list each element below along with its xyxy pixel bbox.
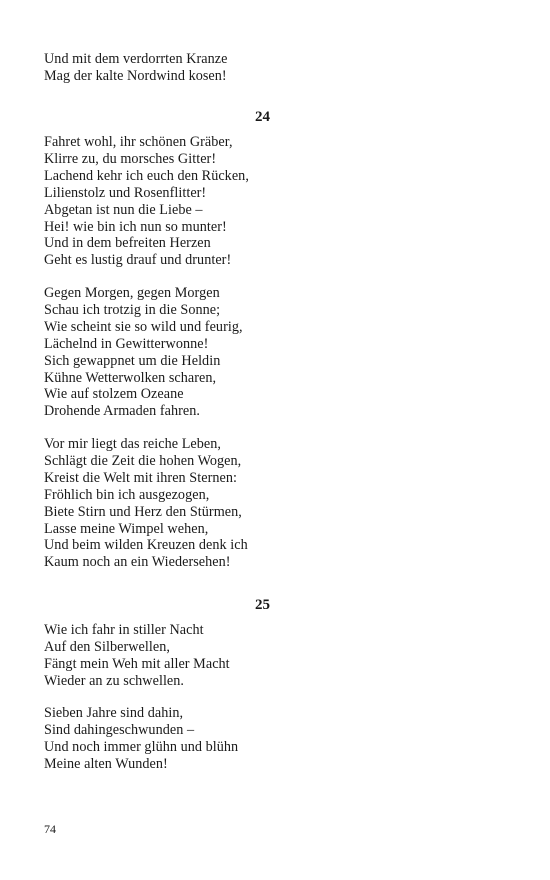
verse-line: Abgetan ist nun die Liebe – <box>44 201 203 218</box>
verse-line: Auf den Silberwellen, <box>44 638 170 655</box>
verse-line: Kaum noch an ein Wiedersehen! <box>44 554 231 571</box>
verse-line: Und noch immer glühn und blühn <box>44 738 239 755</box>
poem-number: 25 <box>255 597 270 613</box>
verse-line: Wie ich fahr in stiller Nacht <box>44 622 204 638</box>
verse-line: Und beim wilden Kreuzen denk ich <box>44 537 248 554</box>
verse-line: Kühne Wetterwolken scharen, <box>44 369 217 386</box>
verse-line: Wieder an zu schwellen. <box>44 672 185 689</box>
verse-line: Meine alten Wunden! <box>44 755 168 772</box>
poem-number: 24 <box>255 109 270 125</box>
verse-line: Und mit dem verdorrten Kranze <box>44 51 228 67</box>
verse-line: Lächelnd in Gewitterwonne! <box>44 335 209 352</box>
verse-line: Lachend kehr ich euch den Rücken, <box>44 167 249 184</box>
verse-line: Fängt mein Weh mit aller Macht <box>44 655 230 672</box>
verse-line: Drohende Armaden fahren. <box>44 403 201 420</box>
verse-line: Fröhlich bin ich ausgezogen, <box>44 486 210 503</box>
page-number: 74 <box>44 822 56 836</box>
verse-line: Mag der kalte Nordwind kosen! <box>44 67 227 84</box>
verse-line: Schau ich trotzig in die Sonne; <box>44 301 221 318</box>
verse-line: Gegen Morgen, gegen Morgen <box>44 285 220 301</box>
verse-line: Geht es lustig drauf und drunter! <box>44 252 232 269</box>
verse-line: Wie scheint sie so wild und feurig, <box>44 318 243 335</box>
verse-line: Vor mir liegt das reiche Leben, <box>44 436 221 452</box>
verse-line: Wie auf stolzem Ozeane <box>44 386 184 403</box>
stanza <box>44 705 238 773</box>
verse-line: Schlägt die Zeit die hohen Wogen, <box>44 452 242 469</box>
verse-line: Sieben Jahre sind dahin, <box>44 705 184 721</box>
verse-line: Sich gewappnet um die Heldin <box>44 352 221 369</box>
verse-line: Hei! wie bin ich nun so munter! <box>44 218 227 235</box>
verse-line: Klirre zu, du morsches Gitter! <box>44 150 217 167</box>
verse-line: Fahret wohl, ihr schönen Gräber, <box>44 134 233 150</box>
stanza <box>44 436 248 571</box>
verse-line: Biete Stirn und Herz den Stürmen, <box>44 503 242 520</box>
verse-line: Lasse meine Wimpel wehen, <box>44 520 209 537</box>
stanza <box>44 134 249 269</box>
verse-line: Und in dem befreiten Herzen <box>44 235 211 252</box>
verse-line: Sind dahingeschwunden – <box>44 721 195 738</box>
verse-line: Kreist die Welt mit ihren Sternen: <box>44 469 237 486</box>
stanza <box>44 285 243 420</box>
stanza <box>44 622 230 690</box>
stanza <box>44 51 227 85</box>
verse-line: Lilienstolz und Rosenflitter! <box>44 184 207 201</box>
